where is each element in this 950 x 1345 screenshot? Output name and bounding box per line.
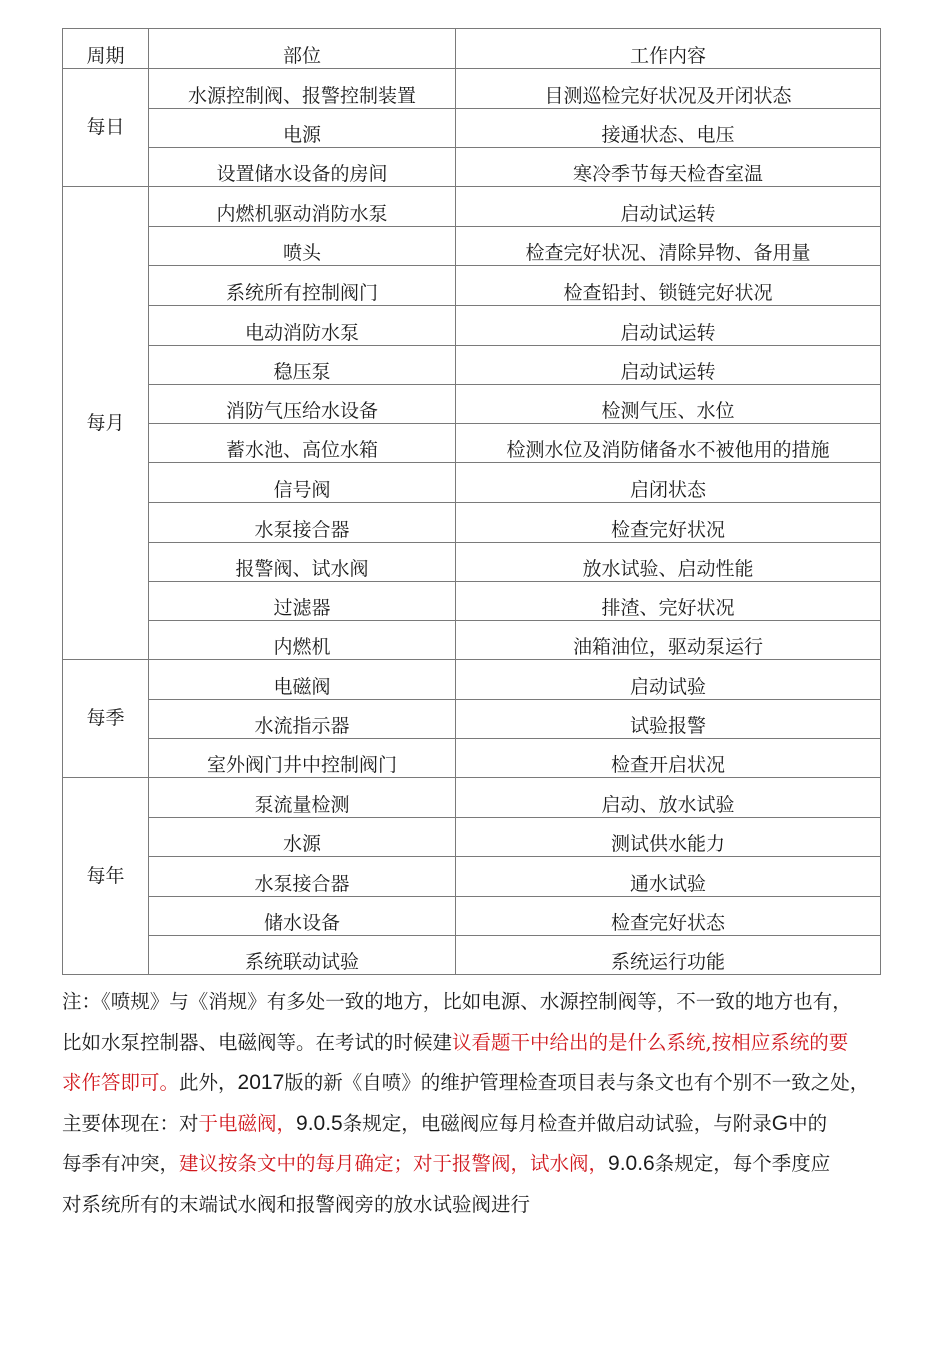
note-text: 版的新《自喷》的维护管理检查项目表与条文也有个别不一致之处， bbox=[284, 1071, 870, 1094]
table-row bbox=[63, 660, 881, 700]
part-cell: 系统所有控制阀门 bbox=[149, 266, 456, 306]
table-row bbox=[63, 385, 881, 424]
note-highlight: 求作答即可。 bbox=[62, 1071, 180, 1094]
content-cell: 检查铅封、锁链完好状况 bbox=[456, 266, 881, 306]
table-row bbox=[63, 700, 881, 739]
note-clause-number: 9.0.6 bbox=[608, 1152, 655, 1175]
period-cell: 每年 bbox=[63, 778, 149, 975]
note-line-6: 对系统所有的末端试水阀和报警阀旁的放水试验阀进行 bbox=[62, 1192, 531, 1216]
header-part: 部位 bbox=[149, 29, 456, 69]
table-row bbox=[63, 503, 881, 543]
content-cell: 检查完好状态 bbox=[456, 897, 881, 936]
content-cell: 放水试验、启动性能 bbox=[456, 543, 881, 582]
content-cell: 检测气压、水位 bbox=[456, 385, 881, 424]
note-text: 中的 bbox=[788, 1111, 828, 1135]
note-clause-number: 9.0.5 bbox=[296, 1111, 343, 1135]
content-cell: 测试供水能力 bbox=[456, 818, 881, 857]
content-cell: 启动试运转 bbox=[456, 187, 881, 227]
content-cell: 启闭状态 bbox=[456, 463, 881, 503]
table-row bbox=[63, 346, 881, 385]
part-cell: 过滤器 bbox=[149, 582, 456, 621]
part-cell: 电动消防水泵 bbox=[149, 306, 456, 346]
part-cell: 水源 bbox=[149, 818, 456, 857]
table-row bbox=[63, 897, 881, 936]
table-row bbox=[63, 463, 881, 503]
part-cell: 水泵接合器 bbox=[149, 857, 456, 897]
period-cell: 每季 bbox=[63, 660, 149, 778]
table-row bbox=[63, 778, 881, 818]
part-cell: 蓄水池、高位水箱 bbox=[149, 424, 456, 463]
table-row bbox=[63, 424, 881, 463]
note-paragraph bbox=[62, 982, 902, 1225]
content-cell: 启动、放水试验 bbox=[456, 778, 881, 818]
table-row bbox=[63, 818, 881, 857]
table-row bbox=[63, 227, 881, 266]
part-cell: 泵流量检测 bbox=[149, 778, 456, 818]
content-cell: 寒冷季节每天检杳室温 bbox=[456, 148, 881, 187]
note-text: 条规定，电磁阀应每月检查并做启动试验，与附录 bbox=[342, 1111, 772, 1135]
content-cell: 检查开启状况 bbox=[456, 739, 881, 778]
part-cell: 水源控制阀、报警控制装置 bbox=[149, 69, 456, 109]
note-line-5 bbox=[62, 1144, 902, 1185]
note-highlight: 议看题干中给出的是什么系统,按相应系统的要 bbox=[452, 1030, 849, 1054]
table-row bbox=[63, 936, 881, 975]
content-cell: 启动试运转 bbox=[456, 346, 881, 385]
note-text: 主要体现在：对 bbox=[62, 1111, 199, 1135]
table-row bbox=[63, 857, 881, 897]
part-cell: 消防气压给水设备 bbox=[149, 385, 456, 424]
part-cell: 信号阀 bbox=[149, 463, 456, 503]
table-row bbox=[63, 582, 881, 621]
table-row bbox=[63, 266, 881, 306]
content-cell: 检测水位及消防储备水不被他用的措施 bbox=[456, 424, 881, 463]
part-cell: 室外阀门井中控制阀门 bbox=[149, 739, 456, 778]
note-highlight: 建议按条文中的每月确定；对于报警阀，试水阀， bbox=[179, 1152, 609, 1175]
content-cell: 目测巡检完好状况及开闭状态 bbox=[456, 69, 881, 109]
part-cell: 内燃机 bbox=[149, 621, 456, 660]
part-cell: 设置储水设备的房间 bbox=[149, 148, 456, 187]
table-row bbox=[63, 543, 881, 582]
table-row bbox=[63, 109, 881, 148]
part-cell: 稳压泵 bbox=[149, 346, 456, 385]
table-row bbox=[63, 69, 881, 109]
content-cell: 排渣、完好状况 bbox=[456, 582, 881, 621]
note-text: 条规定，每个季度应 bbox=[654, 1152, 831, 1175]
table-row bbox=[63, 187, 881, 227]
content-cell: 启动试运转 bbox=[456, 306, 881, 346]
maintenance-inspection-table bbox=[62, 28, 881, 975]
note-line-3 bbox=[62, 1063, 902, 1104]
header-period: 周期 bbox=[63, 29, 149, 69]
content-cell: 通水试验 bbox=[456, 857, 881, 897]
content-cell: 启动试验 bbox=[456, 660, 881, 700]
part-cell: 储水设备 bbox=[149, 897, 456, 936]
part-cell: 喷头 bbox=[149, 227, 456, 266]
note-highlight: 于电磁阀， bbox=[198, 1111, 297, 1135]
content-cell: 接通状态、电压 bbox=[456, 109, 881, 148]
table-row bbox=[63, 306, 881, 346]
period-cell: 每日 bbox=[63, 69, 149, 187]
part-cell: 电磁阀 bbox=[149, 660, 456, 700]
part-cell: 内燃机驱动消防水泵 bbox=[149, 187, 456, 227]
period-cell: 每月 bbox=[63, 187, 149, 660]
note-line-4 bbox=[62, 1104, 902, 1145]
content-cell: 试验报警 bbox=[456, 700, 881, 739]
table-row bbox=[63, 621, 881, 660]
part-cell: 水流指示器 bbox=[149, 700, 456, 739]
note-year: 2017 bbox=[237, 1071, 285, 1094]
table-header-row bbox=[63, 29, 881, 69]
part-cell: 报警阀、试水阀 bbox=[149, 543, 456, 582]
note-text: 每季有冲突， bbox=[62, 1152, 180, 1175]
table-row bbox=[63, 739, 881, 778]
note-line-1: 注：《喷规》与《消规》有多处一致的地方，比如电源、水源控制阀等，不一致的地方也有， bbox=[62, 990, 852, 1013]
part-cell: 电源 bbox=[149, 109, 456, 148]
note-appendix-letter: G bbox=[771, 1111, 789, 1135]
content-cell: 检查完好状况、清除异物、备用量 bbox=[456, 227, 881, 266]
content-cell: 检查完好状况 bbox=[456, 503, 881, 543]
table-row bbox=[63, 148, 881, 187]
note-line-2 bbox=[62, 1023, 902, 1064]
note-text: 此外， bbox=[179, 1071, 238, 1094]
header-content: 工作内容 bbox=[456, 29, 881, 69]
content-cell: 油箱油位，驱动泵运行 bbox=[456, 621, 881, 660]
note-text: 比如水泵控制器、电磁阀等。在考试的时候建 bbox=[62, 1030, 453, 1054]
part-cell: 系统联动试验 bbox=[149, 936, 456, 975]
content-cell: 系统运行功能 bbox=[456, 936, 881, 975]
part-cell: 水泵接合器 bbox=[149, 503, 456, 543]
